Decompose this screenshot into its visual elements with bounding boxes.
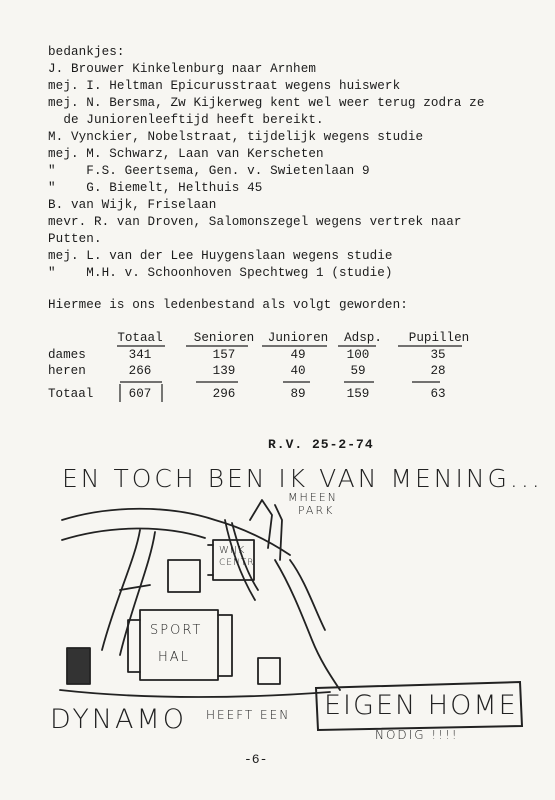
heading-bedankjes: bedankjes: (48, 45, 125, 59)
wijk-label: WIJK (219, 545, 246, 556)
list-item: mej. M. Schwarz, Laan van Kerscheten (48, 147, 324, 161)
date-signature: R.V. 25-2-74 (268, 437, 374, 452)
table-cell: 35 (430, 348, 446, 362)
cartoon-heading: EN TOCH BEN IK VAN MENING... (62, 464, 543, 493)
list-item: J. Brouwer Kinkelenburg naar Arnhem (48, 62, 317, 76)
table-cell: 266 (128, 364, 152, 378)
table-cell: 296 (212, 387, 236, 401)
cartoon-nodig: NODIG !!!! (375, 728, 459, 742)
list-item: " M.H. v. Schoonhoven Spechtweg 1 (studie) (48, 266, 393, 280)
table-cell: 159 (346, 387, 370, 401)
cartoon-dynamo: DYNAMO (50, 704, 188, 735)
sport-hall-label: SPORT (150, 623, 203, 638)
table-header: Junioren (267, 331, 329, 345)
intro-sentence: Hiermee is ons ledenbestand als volgt geworden: (48, 298, 408, 312)
list-item: M. Vynckier, Nobelstraat, tijdelijk wegens studie (48, 130, 424, 144)
list-item: " F.S. Geertsema, Gen. v. Swietenlaan 9 (48, 164, 370, 178)
sport-hall-label: HAL (158, 650, 190, 665)
list-item: " G. Biemelt, Helthuis 45 (48, 181, 263, 195)
table-cell: 89 (290, 387, 306, 401)
row-label-dames: dames (48, 348, 86, 362)
list-item: mej. L. van der Lee Huygenslaan wegens studie (48, 249, 393, 263)
table-header: Senioren (193, 331, 255, 345)
list-item: B. van Wijk, Friselaan (48, 198, 217, 212)
table-cell: 341 (128, 348, 152, 362)
cartoon-heeft-een: HEEFT EEN (206, 708, 291, 722)
table-cell: 157 (212, 348, 236, 362)
wijk-label: CENTR (219, 558, 255, 568)
table-cell: 607 (128, 387, 152, 401)
table-cell: 63 (430, 387, 446, 401)
list-item: de Juniorenleeftijd heeft bereikt. (48, 113, 324, 127)
table-rules (117, 346, 462, 402)
table-header: Totaal (117, 331, 163, 345)
cartoon-map (60, 500, 340, 697)
list-item: mej. I. Heltman Epicurusstraat wegens huiswerk (48, 79, 401, 93)
table-cell: 49 (290, 348, 306, 362)
table-cell: 100 (346, 348, 370, 362)
table-cell: 40 (290, 364, 306, 378)
park-label: MHEEN (288, 491, 338, 504)
table-header: Pupillen (408, 331, 470, 345)
list-item: Putten. (48, 232, 102, 246)
row-label-totaal: Totaal (48, 387, 94, 401)
list-item: mevr. R. van Droven, Salomonszegel wegens vertrek naar (48, 215, 462, 229)
table-cell: 139 (212, 364, 236, 378)
table-header: Adsp. (344, 331, 382, 345)
cartoon-eigen-home: EIGEN HOME (324, 690, 518, 721)
table-cell: 59 (350, 364, 366, 378)
list-item: mej. N. Bersma, Zw Kijkerweg kent wel weer terug zodra ze (48, 96, 485, 110)
page-number: -6- (244, 752, 268, 767)
table-cell: 28 (430, 364, 446, 378)
row-label-heren: heren (48, 364, 86, 378)
park-label: PARK (298, 504, 335, 517)
